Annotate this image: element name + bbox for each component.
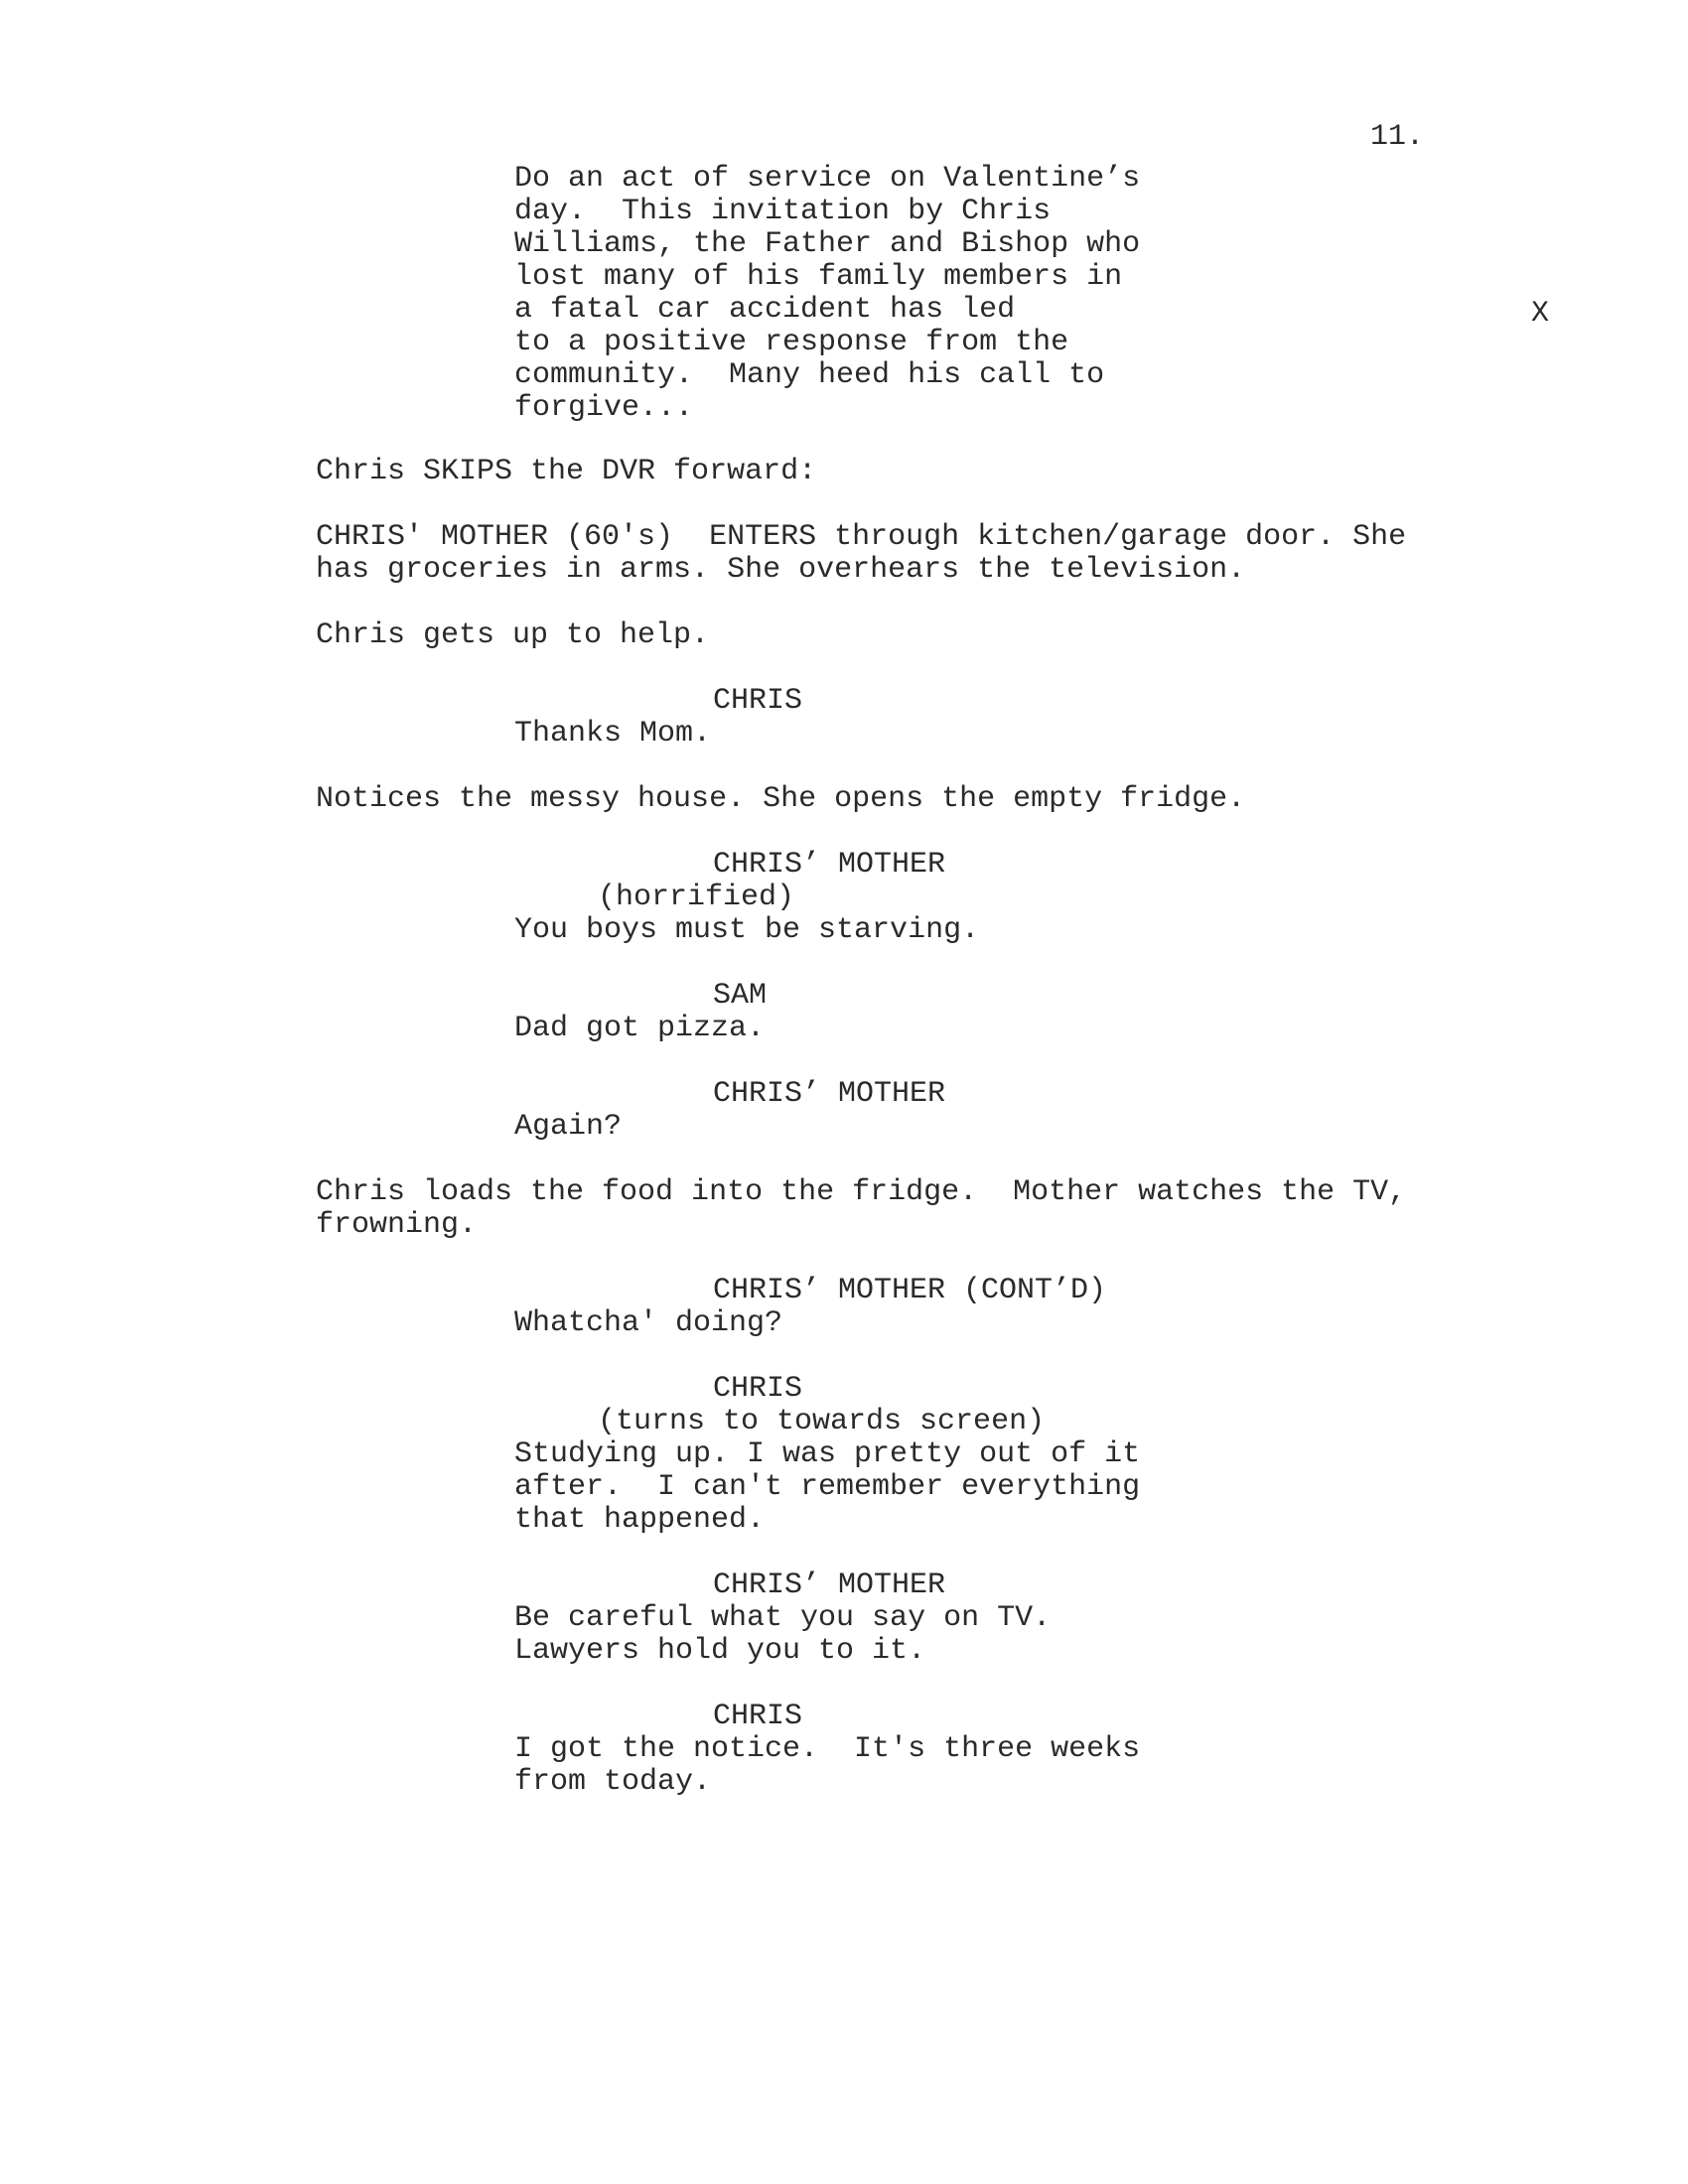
character-name: CHRIS’ MOTHER <box>713 1569 946 1602</box>
dialogue-block: You boys must be starving. <box>514 913 980 947</box>
revision-mark: X <box>1531 297 1550 331</box>
action-line: Chris loads the food into the fridge. Mother watches the TV, frowning. <box>316 1175 1407 1242</box>
dialogue-block: Do an act of service on Valentine’s day. This invitation by Chris Williams, the Father and Bishop who lost many of his family members in a fatal car accident has led to a positive response from the community. Many heed his call to forgive... <box>514 162 1141 425</box>
character-name: CHRIS’ MOTHER <box>713 1077 946 1111</box>
page-number: 11. <box>1370 120 1425 154</box>
parenthetical: (horrified) <box>598 881 795 914</box>
action-line: Chris SKIPS the DVR forward: <box>316 455 817 488</box>
character-name: SAM <box>713 979 768 1013</box>
character-name: CHRIS’ MOTHER <box>713 848 946 882</box>
action-line: CHRIS' MOTHER (60's) ENTERS through kitchen/garage door. She has groceries in arms. She overhears the television. <box>316 520 1407 587</box>
character-name: CHRIS <box>713 1372 803 1406</box>
dialogue-block: Whatcha' doing? <box>514 1306 783 1340</box>
dialogue-block: Studying up. I was pretty out of it after. I can't remember everything that happened. <box>514 1437 1141 1537</box>
parenthetical: (turns to towards screen) <box>598 1405 1046 1438</box>
dialogue-block: I got the notice. It's three weeks from today. <box>514 1732 1141 1799</box>
dialogue-block: Again? <box>514 1110 623 1144</box>
character-name: CHRIS <box>713 1700 803 1733</box>
action-line: Chris gets up to help. <box>316 618 710 652</box>
action-line: Notices the messy house. She opens the empty fridge. <box>316 782 1246 816</box>
dialogue-block: Thanks Mom. <box>514 717 712 751</box>
character-name: CHRIS’ MOTHER (CONT’D) <box>713 1274 1107 1307</box>
dialogue-block: Be careful what you say on TV. Lawyers hold you to it. <box>514 1601 1052 1668</box>
character-name: CHRIS <box>713 684 803 718</box>
dialogue-block: Dad got pizza. <box>514 1012 766 1045</box>
